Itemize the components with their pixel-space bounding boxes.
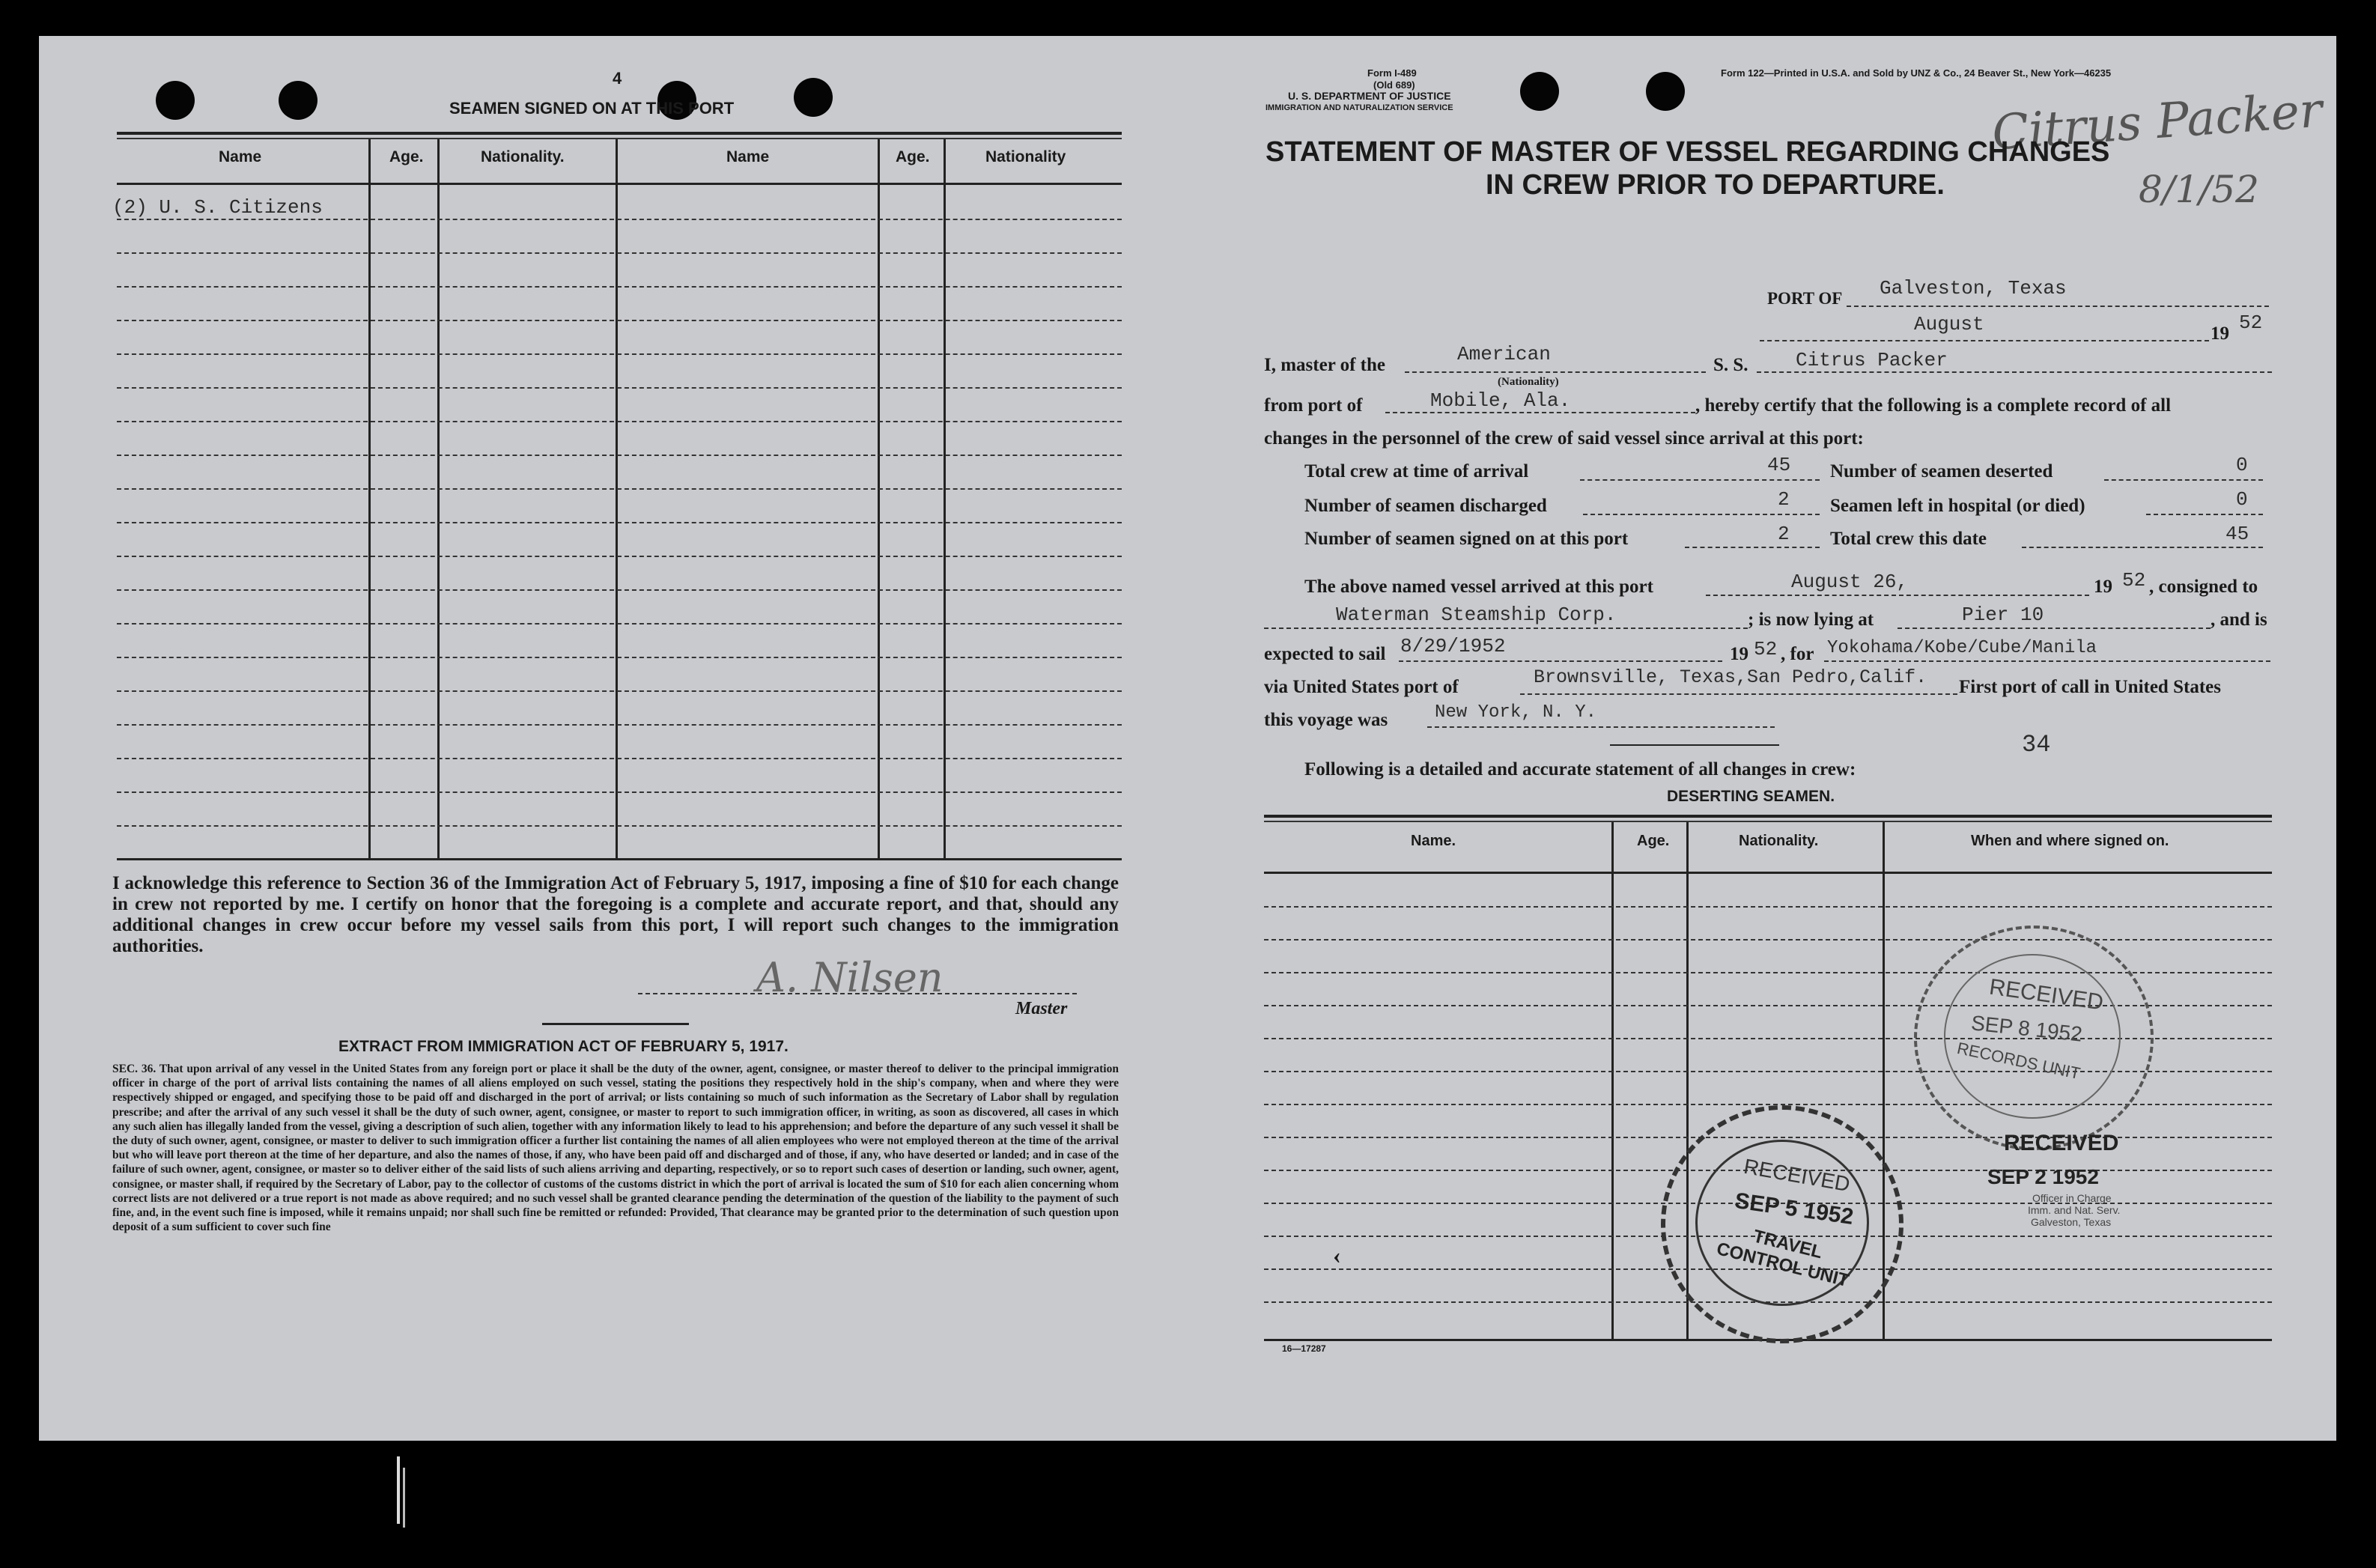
punch-hole: [1646, 72, 1685, 111]
deserting-col-divider: [1611, 822, 1614, 1340]
col-nationality-1: Nationality.: [481, 148, 565, 165]
total-crew-arrival-line: [1580, 479, 1820, 481]
page-number: 4: [613, 69, 622, 88]
signed-on-value[interactable]: 2: [1778, 523, 1790, 545]
for-label: , for: [1781, 644, 1814, 664]
received-stamp-line: Officer in Charge: [2032, 1192, 2112, 1204]
nationality-value[interactable]: American: [1457, 343, 1551, 365]
printer-note: Form 122—Printed in U.S.A. and Sold by UNZ & Co., 24 Beaver St., New York—46235: [1721, 67, 2112, 79]
col-name-1: Name: [219, 148, 262, 165]
master-of-label: I, master of the: [1264, 355, 1385, 375]
table-row: [117, 724, 1122, 726]
records-stamp-unit: RECORDS UNIT: [1955, 1038, 2082, 1084]
from-port-label: from port of: [1264, 395, 1363, 416]
table-row: [117, 825, 1122, 827]
total-crew-date-label: Total crew this date: [1830, 529, 1987, 549]
punch-hole: [156, 81, 195, 120]
table-row: [117, 690, 1122, 692]
table-top-rule: [117, 132, 1122, 135]
records-stamp-date: SEP 8 1952: [1969, 1011, 2084, 1046]
records-stamp-label: RECEIVED: [1987, 974, 2105, 1015]
total-crew-arrival-label: Total crew at time of arrival: [1304, 461, 1529, 481]
deserting-header-rule: [1264, 872, 2272, 874]
arrived-value[interactable]: August 26,: [1791, 571, 1909, 593]
port-value[interactable]: Galveston, Texas: [1880, 277, 2067, 300]
lying-label: ; is now lying at: [1748, 610, 1874, 630]
col-age-2: Age.: [896, 148, 930, 165]
for-value[interactable]: Yokohama/Kobe/Cube/Manila: [1827, 638, 2097, 658]
col-divider: [616, 139, 618, 858]
received-stamp-line: Galveston, Texas: [2031, 1216, 2112, 1228]
table-row: [117, 387, 1122, 389]
acknowledgement-text: I acknowledge this reference to Section 36 of the Immigration Act of February 5, 1917, imposing a fine of $10 for each change in crew not reported by me. I certify on honor that the foregoing is a complete and accurate report, and that, should any additional changes in crew occur before my vessel sails from this port, I will report such changes to the immigration authorities.: [112, 873, 1119, 956]
left-first-entry: (2) U. S. Citizens: [112, 196, 323, 219]
table-row: [117, 589, 1122, 591]
lying-value[interactable]: Pier 10: [1962, 604, 2044, 626]
col-age-1: Age.: [389, 148, 424, 165]
via-value[interactable]: Brownsville, Texas,San Pedro,Calif.: [1534, 666, 1927, 688]
table-row: [117, 353, 1122, 355]
ss-label: S. S.: [1713, 355, 1748, 375]
table-row: [117, 286, 1122, 288]
table-row: [117, 522, 1122, 523]
consignee-line: [1264, 627, 1748, 629]
master-signature: A. Nilsen: [756, 954, 944, 1001]
travel-stamp-label: RECEIVED: [1742, 1154, 1852, 1197]
table-row: [117, 219, 1122, 220]
arrived-line: [1706, 595, 2089, 596]
received-stamp-date: SEP 2 1952: [1987, 1165, 2099, 1188]
first-port-label: First port of call in United States: [1959, 677, 2221, 697]
deserted-label: Number of seamen deserted: [1830, 461, 2053, 481]
punch-hole: [794, 78, 833, 117]
from-port-value[interactable]: Mobile, Ala.: [1430, 389, 1571, 412]
expected-value[interactable]: 8/29/1952: [1400, 635, 1506, 657]
nationality-line: [1405, 371, 1706, 373]
date-line: [1760, 340, 2209, 341]
scan-mark: [397, 1456, 400, 1524]
deserting-title: DESERTING SEAMEN.: [1667, 788, 1835, 805]
signed-on-label: Number of seamen signed on at this port: [1304, 529, 1629, 549]
arrived-year-prefix: 19: [2094, 577, 2112, 597]
footer-code: 16—17287: [1282, 1343, 1326, 1354]
col-nationality-2: Nationality: [985, 148, 1066, 165]
deserting-top-rule: [1264, 815, 2272, 818]
handwritten-ship-name: Citrus Packer: [1990, 82, 2324, 162]
travel-stamp-date: SEP 5 1952: [1733, 1188, 1856, 1230]
total-crew-date-value[interactable]: 45: [2225, 523, 2249, 545]
voyage-line: [1427, 726, 1775, 728]
year-value[interactable]: 52: [2239, 312, 2263, 334]
deserting-col-age: Age.: [1637, 833, 1670, 849]
from-port-line: [1385, 412, 1695, 413]
handwritten-date: 8/1/52: [2139, 168, 2259, 211]
left-section-title: SEAMEN SIGNED ON AT THIS PORT: [449, 99, 735, 118]
col-divider: [944, 139, 946, 858]
for-line: [1824, 660, 2270, 662]
col-divider: [437, 139, 440, 858]
form-old-id: (Old 689): [1373, 79, 1415, 91]
total-crew-date-line: [2022, 547, 2263, 548]
table-row: [117, 556, 1122, 557]
consignee-value[interactable]: Waterman Steamship Corp.: [1336, 604, 1617, 626]
following-text: Following is a detailed and accurate statement of all changes in crew:: [1304, 759, 1856, 780]
form-title-line1: STATEMENT OF MASTER OF VESSEL REGARDING CHANGES: [1266, 136, 2110, 168]
discharged-label: Number of seamen discharged: [1304, 496, 1547, 516]
discharged-value[interactable]: 2: [1778, 488, 1790, 511]
hospital-line: [2146, 514, 2263, 515]
tick-mark: ‹: [1333, 1242, 1341, 1268]
year-prefix: 19: [2211, 323, 2229, 344]
table-row: [117, 623, 1122, 625]
certify-text: , hereby certify that the following is a complete record of all: [1695, 395, 2172, 416]
table-header-rule: [117, 183, 1122, 185]
hospital-value[interactable]: 0: [2236, 488, 2248, 511]
form-id: Form I-489: [1367, 67, 1417, 79]
via-label: via United States port of: [1264, 677, 1459, 697]
expected-year-value[interactable]: 52: [1754, 638, 1778, 660]
consigned-label: , consigned to: [2149, 577, 2258, 597]
extract-title: EXTRACT FROM IMMIGRATION ACT OF FEBRUARY 5, 1917.: [338, 1038, 789, 1055]
table-row: [117, 421, 1122, 422]
table-row: [117, 488, 1122, 490]
received-stamp-line: Imm. and Nat. Serv.: [2028, 1204, 2121, 1216]
expected-line: [1399, 660, 1722, 662]
punch-hole: [279, 81, 317, 120]
deserting-col-name: Name.: [1411, 833, 1456, 849]
table-top-rule-2: [117, 138, 1122, 139]
travel-stamp-unit: TRAVEL CONTROL UNIT: [1714, 1226, 1851, 1292]
deserting-top-rule-2: [1264, 821, 2272, 822]
port-label: PORT OF: [1767, 289, 1843, 308]
received-stamp-label: RECEIVED: [2004, 1131, 2119, 1155]
table-row: [117, 657, 1122, 658]
table-row: [117, 455, 1122, 456]
and-is-label: , and is: [2211, 610, 2267, 630]
table-row: [117, 791, 1122, 793]
total-crew-arrival-value[interactable]: 45: [1767, 454, 1791, 476]
date-month[interactable]: August: [1914, 313, 1984, 335]
deserting-col-nationality: Nationality.: [1739, 833, 1819, 849]
table-row: [117, 320, 1122, 321]
deserted-value[interactable]: 0: [2236, 454, 2248, 476]
extract-text: SEC. 36. That upon arrival of any vessel in the United States from any foreign port or place it shall be the duty of the owner, agent, consignee, or master thereof to deliver to the principal immigration officer in charge of the port of arrival lists containing the names of all aliens employed on such vessel, stating the positions they respectively hold in the ship's company, when and where they were respectively shipped or engaged, and specifying those to be paid off and discharged in the port of arrival; or lists containing so much of such information as the Secretary of Labor shall by regulation prescribe; and after the arrival of any such vessel it shall be the duty of such owner, agent, consignee, or master to report to such immigration officer, in writing, as soon as discovered, all cases in which any such alien has illegally landed from the vessel, giving a description of such alien, together with any information likely to lead to his apprehension; and before the departure of any such vessel it shall be the duty of such owner, agent, consignee, or master to deliver to such immigration officer a further list containing the names of all alien employees who were not employed thereon at the time of the arrival but who will leave port thereon at the time of her departure, and also the names of those, if any, who have been paid off and discharged and of those, if any, who have deserted or landed; and in case of the failure of such owner, agent, consignee, or master so to deliver either of the said lists of such aliens arriving and departing, respectively, or so to report such cases of desertion or landing, such owner, agent, consignee, or master shall, if required by the Secretary of Labor, pay to the collector of customs of the customs district in which the port of arrival is located the sum of $10 for each alien concerning whom correct lists are not delivered or a true report is not made as above required; and no such vessel shall be granted clearance pending the determination of the question of the liability to the payment of such fine, and, in the event such fine is imposed, while it remains unpaid; nor shall such fine be remitted or refunded: Provided, That clearance may be granted prior to the determination of such question upon deposit of a sum sufficient to cover such fine: [112, 1063, 1119, 1234]
signed-on-line: [1685, 547, 1820, 548]
punch-hole: [1520, 72, 1559, 111]
expected-label: expected to sail: [1264, 644, 1386, 664]
arrived-label: The above named vessel arrived at this port: [1304, 577, 1653, 597]
table-row: [117, 758, 1122, 759]
discharged-line: [1583, 514, 1820, 515]
ship-name[interactable]: Citrus Packer: [1796, 349, 1948, 371]
service-name: IMMIGRATION AND NATURALIZATION SERVICE: [1266, 103, 1453, 112]
crew-count-note: 34: [2022, 731, 2051, 759]
arrived-year-value[interactable]: 52: [2122, 569, 2146, 592]
deserting-col-when-where: When and where signed on.: [1971, 833, 2169, 849]
voyage-value[interactable]: New York, N. Y.: [1435, 702, 1597, 723]
table-row: [1264, 939, 2272, 941]
master-label: Master: [1015, 999, 1068, 1018]
table-row: [117, 252, 1122, 254]
voyage-label: this voyage was: [1264, 710, 1388, 730]
lying-line: [1898, 627, 2211, 629]
table-row: [1264, 906, 2272, 908]
nationality-caption: (Nationality): [1498, 376, 1559, 388]
extract-divider: [542, 1023, 689, 1025]
col-divider: [368, 139, 371, 858]
changes-text: changes in the personnel of the crew of said vessel since arrival at this port:: [1264, 428, 1864, 449]
department-name: U. S. DEPARTMENT OF JUSTICE: [1288, 90, 1451, 102]
port-line: [1847, 306, 2269, 307]
hospital-label: Seamen left in hospital (or died): [1830, 496, 2085, 516]
form-title-line2: IN CREW PRIOR TO DEPARTURE.: [1486, 169, 1945, 201]
scan-mark: [403, 1468, 405, 1528]
table-bottom-rule: [117, 858, 1122, 860]
ship-name-line: [1757, 371, 2272, 373]
via-line: [1520, 693, 1957, 695]
expected-year-prefix: 19: [1730, 644, 1748, 664]
col-divider: [878, 139, 880, 858]
col-name-2: Name: [726, 148, 770, 165]
voyage-underline: [1610, 744, 1779, 746]
deserted-line: [2104, 479, 2263, 481]
